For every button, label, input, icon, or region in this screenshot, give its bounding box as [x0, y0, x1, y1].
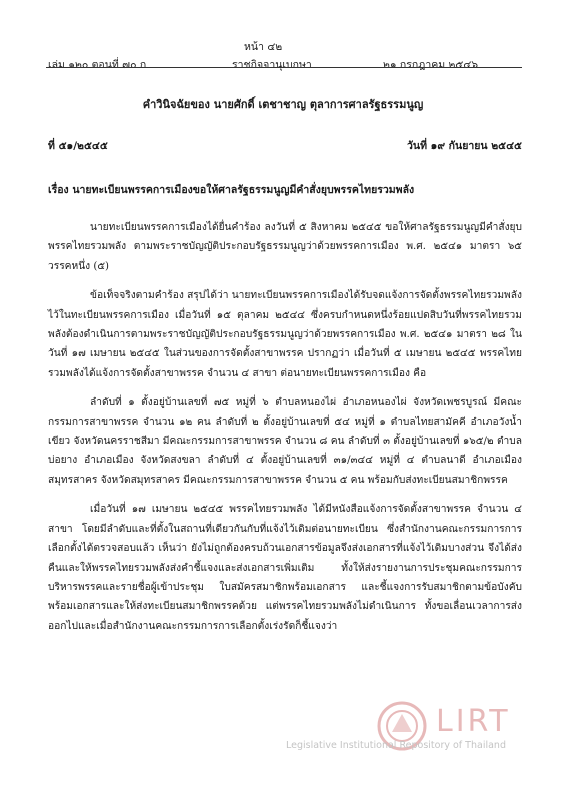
document-body: [48, 218, 522, 646]
paragraph: ลำดับที่ ๑ ตั้งอยู่บ้านเลขที่ ๗๕ หมู่ที่ ๖ ตำบลหนองไผ่ อำเภอหนองไผ่ จังหวัดเพชรบูรณ์ มีคณะกรรมการสาขาพรรค จำนวน ๑๒ คน ลำดับที่ ๒ ตั้งอยู่บ้านเลขที่ ๕๔ หมู่ที่ ๑ ตำบลไทยสามัคคี อำเภอวังน้ำเขียว จังหวัดนครราชสีมา มีคณะกรรมการสาขาพรรค จำนวน ๘ คน ลำดับที่ ๓ ตั้งอยู่บ้านเลขที่ ๑๖๕/๒ ตำบลบ่อยาง อำเภอเมือง จังหวัดสงขลา ลำดับที่ ๔ ตั้งอยู่บ้านเลขที่ ๓๑/๓๔๔ หมู่ที่ ๔ ตำบลนาดี อำเภอเมืองสมุทรสาคร จังหวัดสมุทรสาคร มีคณะกรรมการสาขาพรรค จำนวน ๕ คน พร้อมกับส่งทะเบียนสมาชิกพรรค: [48, 397, 522, 486]
watermark-subtitle: Legislative Institutional Repository of Thailand: [286, 740, 506, 751]
document-title: คำวินิจฉัยของ นายศักดิ์ เตชาชาญ ตุลาการศาลรัฐธรรมนูญ: [142, 98, 424, 111]
document-subject: เรื่อง นายทะเบียนพรรคการเมืองขอให้ศาลรัฐธรรมนูญมีคำสั่งยุบพรรคไทยรวมพลัง: [48, 184, 415, 196]
document-number: ที่ ๕๑/๒๕๔๕: [48, 140, 108, 152]
volume-issue: เล่ม ๑๒๐ ตอนที่ ๗๐ ก: [48, 59, 147, 71]
document-date: วันที่ ๑๙ กันยายน ๒๕๔๕: [407, 140, 522, 152]
paragraph: เมื่อวันที่ ๑๗ เมษายน ๒๕๔๕ พรรคไทยรวมพลัง ได้มีหนังสือแจ้งการจัดตั้งสาขาพรรค จำนวน ๔ สาขา โดยมีลำดับและที่ตั้งในสถานที่เดียวกันกับที่แจ้งไว้เดิมต่อนายทะเบียน ซึ่งสำนักงานคณะกรรมการการเลือกตั้งได้ตรวจสอบแล้ว เห็นว่า ยังไม่ถูกต้องครบถ้วนเอกสารข้อมูลจึงส่งเอกสารที่แจ้งไว้เดิมบางส่วน จึงได้ส่งคืนและให้พรรคไทยรวมพลังส่งคำชี้แจงและส่งเอกสารเพิ่มเติม ทั้งให้ส่งรายงานการประชุมคณะกรรมการบริหารพรรคและรายชื่อผู้เข้าประชุม ใบสมัครสมาชิกพร้อมเอกสาร และชี้แจงการรับสมาชิกตามข้อบังคับพร้อมเอกสารและให้ส่งทะเบียนสมาชิกพรรคด้วย แต่พรรคไทยรวมพลังไม่ดำเนินการ ทั้งขอเลื่อนเวลาการส่งออกไปและเมื่อสำนักงานคณะกรรมการการเลือกตั้งเร่งรัดก็ชี้แจงว่า: [48, 504, 522, 632]
watermark-wordmark: LIRT: [436, 704, 511, 739]
paragraph: นายทะเบียนพรรคการเมืองได้ยื่นคำร้อง ลงวันที่ ๕ สิงหาคม ๒๕๔๕ ขอให้ศาลรัฐธรรมนูญมีคำสั่งยุบพรรคไทยรวมพลัง ตามพระราชบัญญัติประกอบรัฐธรรมนูญว่าด้วยพรรคการเมือง พ.ศ. ๒๕๔๑ มาตรา ๖๕ วรรคหนึ่ง (๕): [48, 222, 522, 272]
gazette-name: ราชกิจจานุเบกษา: [232, 59, 312, 71]
paragraph: ข้อเท็จจริงตามคำร้อง สรุปได้ว่า นายทะเบียนพรรคการเมืองได้รับจดแจ้งการจัดตั้งพรรคไทยรวมพลังไว้ในทะเบียนพรรคการเมือง เมื่อวันที่ ๑๕ ตุลาคม ๒๕๔๔ ซึ่งครบกำหนดหนึ่งร้อยแปดสิบวันที่พรรคไทยรวมพลังต้องดำเนินการตามพระราชบัญญัติประกอบรัฐธรรมนูญว่าด้วยพรรคการเมือง พ.ศ. ๒๕๔๑ มาตรา ๒๘ ในวันที่ ๑๗ เมษายน ๒๕๔๕ ในส่วนของการจัดตั้งสาขาพรรค ปรากฏว่า เมื่อวันที่ ๕ เมษายน ๒๕๔๕ พรรคไทยรวมพลังได้แจ้งการจัดตั้งสาขาพรรค จำนวน ๔ สาขา ต่อนายทะเบียนพรรคการเมือง คือ: [48, 290, 522, 379]
gazette-date: ๒๑ กรกฎาคม ๒๕๔๖: [383, 59, 478, 71]
page-number: หน้า ๔๒: [244, 41, 283, 53]
header-rule: [46, 67, 522, 68]
